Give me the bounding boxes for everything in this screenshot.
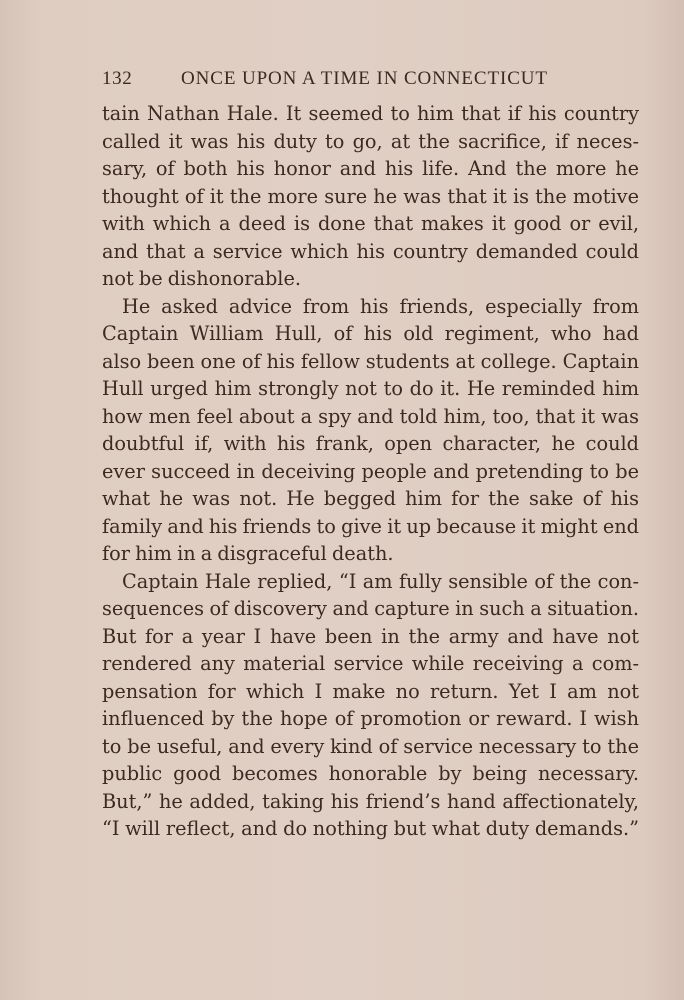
text-line: what he was not. He begged him for the sake of his [102, 487, 639, 510]
text-line: But for a year I have been in the army and have not [102, 624, 639, 648]
text-line: doubtful if, with his frank, open character, he could [102, 432, 639, 455]
text-line: to be useful, and every kind of service necessary to the [102, 734, 639, 758]
text-line: public good becomes honorable by being necessary. [102, 762, 639, 785]
text-line: with which a deed is done that makes it good or evil, [102, 212, 639, 235]
text-line: sequences of discovery and capture in such a situation. [102, 597, 639, 620]
text-line: influenced by the hope of promotion or reward. I wish [102, 707, 639, 730]
text-line: He asked advice from his friends, especially from [122, 294, 639, 318]
text-line: Captain William Hull, of his old regiment, who had [102, 322, 639, 345]
page-number: 132 [102, 68, 133, 89]
text-line: for him in a disgraceful death. [102, 542, 394, 565]
text-line: how men feel about a spy and told him, too, that it was [102, 404, 639, 428]
text-line: family and his friends to give it up because it might end [102, 514, 639, 538]
text-line: rendered any material service while receiving a com- [102, 652, 639, 675]
text-line: thought of it the more sure he was that it is the motive [102, 184, 639, 208]
body-text [102, 100, 639, 843]
text-line: ever succeed in deceiving people and pretending to be [102, 459, 639, 483]
text-line: But,” he added, taking his friend’s hand affectionately, [102, 789, 639, 813]
text-line: Hull urged him strongly not to do it. He reminded him [102, 377, 639, 400]
text-line: called it was his duty to go, at the sacrifice, if neces- [102, 129, 639, 153]
running-head-title: ONCE UPON A TIME IN CONNECTICUT [181, 68, 548, 89]
text-line: “I will reflect, and do nothing but what duty demands.” [102, 817, 639, 840]
text-line: pensation for which I make no return. Yet I am not [102, 679, 639, 703]
text-line: Captain Hale replied, “I am fully sensible of the con- [122, 569, 639, 593]
text-line: also been one of his fellow students at college. Captain [102, 349, 639, 373]
text-line: and that a service which his country demanded could [102, 239, 639, 263]
text-line: sary, of both his honor and his life. And the more he [102, 157, 639, 180]
running-head [102, 68, 567, 96]
text-line: tain Nathan Hale. It seemed to him that if his country [102, 102, 639, 125]
text-line: not be dishonorable. [102, 267, 302, 290]
